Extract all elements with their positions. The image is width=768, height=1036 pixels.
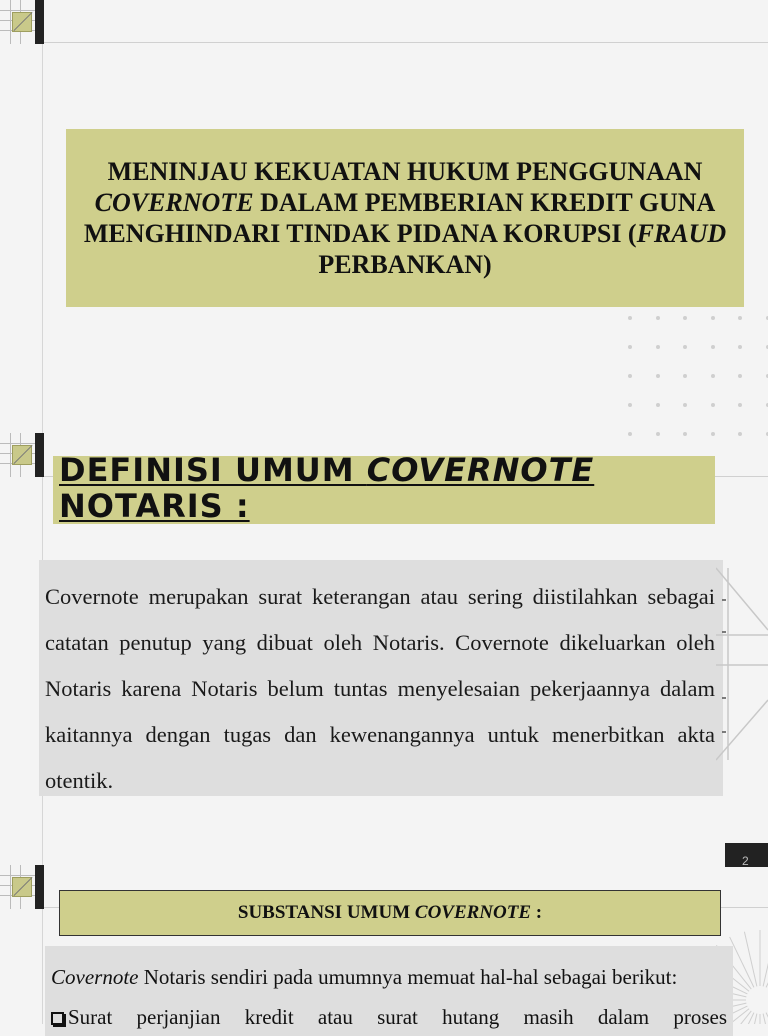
decorative-dot bbox=[683, 432, 687, 436]
decorative-dot bbox=[738, 316, 742, 320]
corner-grid-icon-middle bbox=[0, 433, 44, 477]
decorative-dot bbox=[738, 374, 742, 378]
checkbox-bullet-icon bbox=[51, 1012, 64, 1025]
decorative-dot bbox=[628, 316, 632, 320]
slide-title bbox=[66, 156, 744, 280]
definition-box bbox=[39, 560, 723, 796]
substance-bullet-text: Surat perjanjian kredit atau surat hutang masih dalam proses bbox=[68, 1005, 727, 1029]
definition-text: Covernote merupakan surat keterangan atau sering diistilahkan sebagai catatan penutup yang dibuat oleh Notaris. Covernote dikeluarkan oleh Notaris karena Notaris belum tuntas menyelesaian pekerjaannya dalam kaitannya dengan tugas dan kewenangannya untuk menerbitkan akta otentik. bbox=[45, 574, 715, 804]
slide-title-part: FRAUD bbox=[637, 219, 727, 248]
corner-grid-icon-top bbox=[0, 0, 44, 44]
substance-intro bbox=[51, 962, 677, 992]
decorative-diamond-lines bbox=[716, 560, 768, 770]
decorative-dot-grid bbox=[622, 310, 768, 435]
top-guide-line bbox=[42, 42, 768, 43]
corner-grid-icon-bottom bbox=[0, 865, 44, 909]
decorative-dot bbox=[711, 316, 715, 320]
page-number: 2 bbox=[742, 854, 749, 868]
definition-heading-part: COVERNOTE bbox=[367, 451, 594, 489]
decorative-dot bbox=[656, 374, 660, 378]
decorative-dot bbox=[628, 403, 632, 407]
burst-line bbox=[763, 932, 768, 987]
decorative-dot bbox=[711, 403, 715, 407]
decorative-dot bbox=[656, 403, 660, 407]
decorative-dot bbox=[738, 432, 742, 436]
substance-heading-part: COVERNOTE bbox=[415, 902, 531, 923]
definition-heading bbox=[59, 452, 715, 524]
substance-heading bbox=[238, 902, 542, 924]
decorative-dot bbox=[738, 345, 742, 349]
burst-line bbox=[730, 937, 754, 987]
definition-heading-box bbox=[53, 456, 715, 524]
substance-bullet bbox=[51, 1002, 727, 1032]
decorative-dot bbox=[711, 374, 715, 378]
slide-title-part: PERBANKAN) bbox=[318, 250, 491, 279]
definition-heading-part: DEFINISI UMUM bbox=[59, 451, 367, 489]
substance-intro-italic: Covernote bbox=[51, 965, 138, 989]
decorative-dot bbox=[683, 345, 687, 349]
decorative-dot bbox=[656, 432, 660, 436]
decorative-dot bbox=[628, 345, 632, 349]
slide-title-part: MENINJAU KEKUATAN HUKUM PENGGUNAAN bbox=[108, 157, 703, 186]
slide-title-part: DALAM PEMBERIAN KREDIT GUNA MENGHINDARI TINDAK PIDANA KORUPSI ( bbox=[84, 188, 716, 248]
burst-line bbox=[744, 932, 756, 987]
substance-intro-rest: Notaris sendiri pada umumnya memuat hal-hal sebagai berikut: bbox=[138, 965, 677, 989]
decorative-dot bbox=[711, 345, 715, 349]
decorative-dot bbox=[738, 403, 742, 407]
substance-heading-box bbox=[59, 890, 721, 936]
slide-title-part: COVERNOTE bbox=[95, 188, 254, 217]
substance-box bbox=[45, 946, 733, 1036]
decorative-dot bbox=[683, 316, 687, 320]
decorative-dot bbox=[656, 316, 660, 320]
definition-heading-part: NOTARIS : bbox=[59, 487, 250, 525]
decorative-dot bbox=[628, 432, 632, 436]
title-box bbox=[66, 129, 744, 307]
decorative-dot bbox=[683, 374, 687, 378]
decorative-dot bbox=[683, 403, 687, 407]
substance-heading-part: : bbox=[531, 902, 542, 923]
decorative-dot bbox=[628, 374, 632, 378]
decorative-dot bbox=[711, 432, 715, 436]
decorative-dot bbox=[656, 345, 660, 349]
substance-heading-part: SUBSTANSI UMUM bbox=[238, 902, 415, 923]
